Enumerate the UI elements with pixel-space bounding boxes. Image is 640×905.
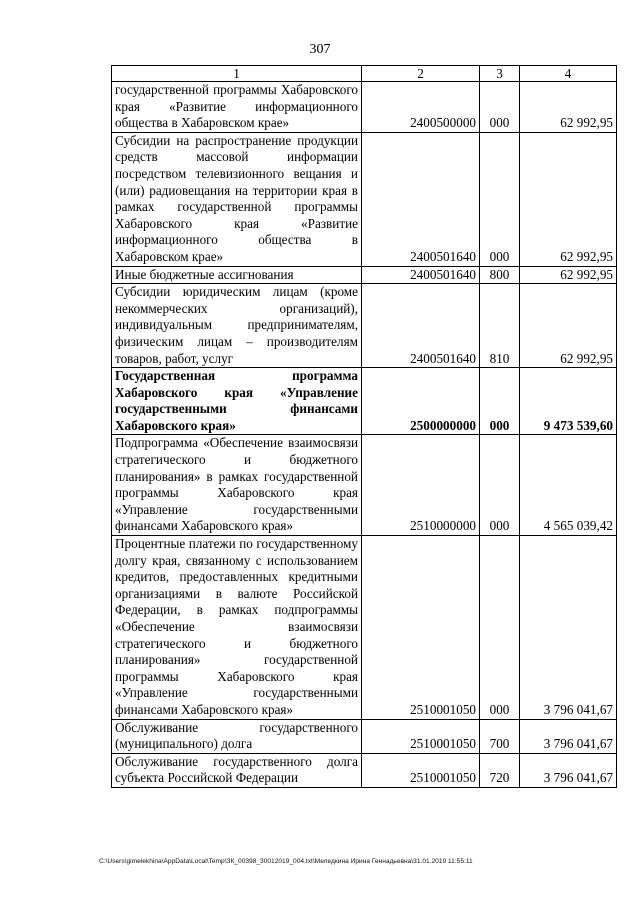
row-code-cell: 2400501640 <box>362 132 480 266</box>
row-code-cell: 2400501640 <box>362 266 480 284</box>
row-sum-cell: 9 473 539,60 <box>520 368 617 435</box>
row-name-cell: государственной программы Хабаровского края «Развитие информационного общества в Хабаровском крае» <box>112 82 362 133</box>
column-header-name: 1 <box>112 66 362 82</box>
budget-table <box>111 65 617 788</box>
row-expense-type-cell: 000 <box>480 435 520 536</box>
row-expense-type-cell: 000 <box>480 132 520 266</box>
row-code-cell: 2510001050 <box>362 536 480 720</box>
row-expense-type-cell: 700 <box>480 719 520 753</box>
column-header-sum: 4 <box>520 66 617 82</box>
row-name-cell: Иные бюджетные ассигнования <box>112 266 362 284</box>
table-row <box>112 368 617 435</box>
row-sum-cell: 62 992,95 <box>520 82 617 133</box>
table-row <box>112 132 617 266</box>
row-expense-type-cell: 000 <box>480 82 520 133</box>
row-sum-cell: 3 796 041,67 <box>520 536 617 720</box>
row-name-cell: Обслуживание государственного (муниципального) долга <box>112 719 362 753</box>
row-sum-cell: 62 992,95 <box>520 132 617 266</box>
table-row <box>112 284 617 368</box>
row-name-cell: Процентные платежи по государственному долгу края, связанному с использованием кредитов, предоставленных кредитными организациями в валюте Российской Федерации, в рамках подпрограммы «Обеспечение взаимосвязи стратегического и бюджетного планирования» государственной программы Хабаровского края «Управление государственными финансами Хабаровского края» <box>112 536 362 720</box>
table-row <box>112 266 617 284</box>
row-expense-type-cell: 800 <box>480 266 520 284</box>
row-name-cell: Субсидии юридическим лицам (кроме некоммерческих организаций), индивидуальным предпринимателям, физическим лицам – производителям товаров, работ, услуг <box>112 284 362 368</box>
row-name-cell: Государственная программа Хабаровского края «Управление государственными финансами Хабаровского края» <box>112 368 362 435</box>
page-number: 307 <box>309 42 331 57</box>
table-body <box>112 82 617 788</box>
row-sum-cell: 62 992,95 <box>520 284 617 368</box>
row-code-cell: 2400501640 <box>362 284 480 368</box>
row-expense-type-cell: 720 <box>480 753 520 787</box>
table-row <box>112 536 617 720</box>
column-header-expense-type: 3 <box>480 66 520 82</box>
row-expense-type-cell: 810 <box>480 284 520 368</box>
table-row <box>112 753 617 787</box>
row-sum-cell: 4 565 039,42 <box>520 435 617 536</box>
footer-file-path: C:\Users\gimelekhina\AppData\Local\Temp\ЗК_00398_30012019_004.txt\Меледкина Ирина Геннадьевна\31.01.2019 11:55:11 <box>99 858 473 865</box>
row-name-cell: Обслуживание государственного долга субъекта Российской Федерации <box>112 753 362 787</box>
row-code-cell: 2400500000 <box>362 82 480 133</box>
row-sum-cell: 3 796 041,67 <box>520 753 617 787</box>
row-sum-cell: 3 796 041,67 <box>520 719 617 753</box>
row-code-cell: 2500000000 <box>362 368 480 435</box>
row-name-cell: Подпрограмма «Обеспечение взаимосвязи стратегического и бюджетного планирования» в рамках государственной программы Хабаровского края «Управление государственными финансами Хабаровского края» <box>112 435 362 536</box>
table-header-row <box>112 66 617 82</box>
row-expense-type-cell: 000 <box>480 368 520 435</box>
row-code-cell: 2510000000 <box>362 435 480 536</box>
table-row <box>112 719 617 753</box>
row-code-cell: 2510001050 <box>362 719 480 753</box>
row-name-cell: Субсидии на распространение продукции средств массовой информации посредством телевизионного вещания и (или) радиовещания на территории края в рамках государственной программы Хабаровского края «Развитие информационного общества в Хабаровском крае» <box>112 132 362 266</box>
row-expense-type-cell: 000 <box>480 536 520 720</box>
row-sum-cell: 62 992,95 <box>520 266 617 284</box>
column-header-code: 2 <box>362 66 480 82</box>
table-row <box>112 82 617 133</box>
row-code-cell: 2510001050 <box>362 753 480 787</box>
table-row <box>112 435 617 536</box>
